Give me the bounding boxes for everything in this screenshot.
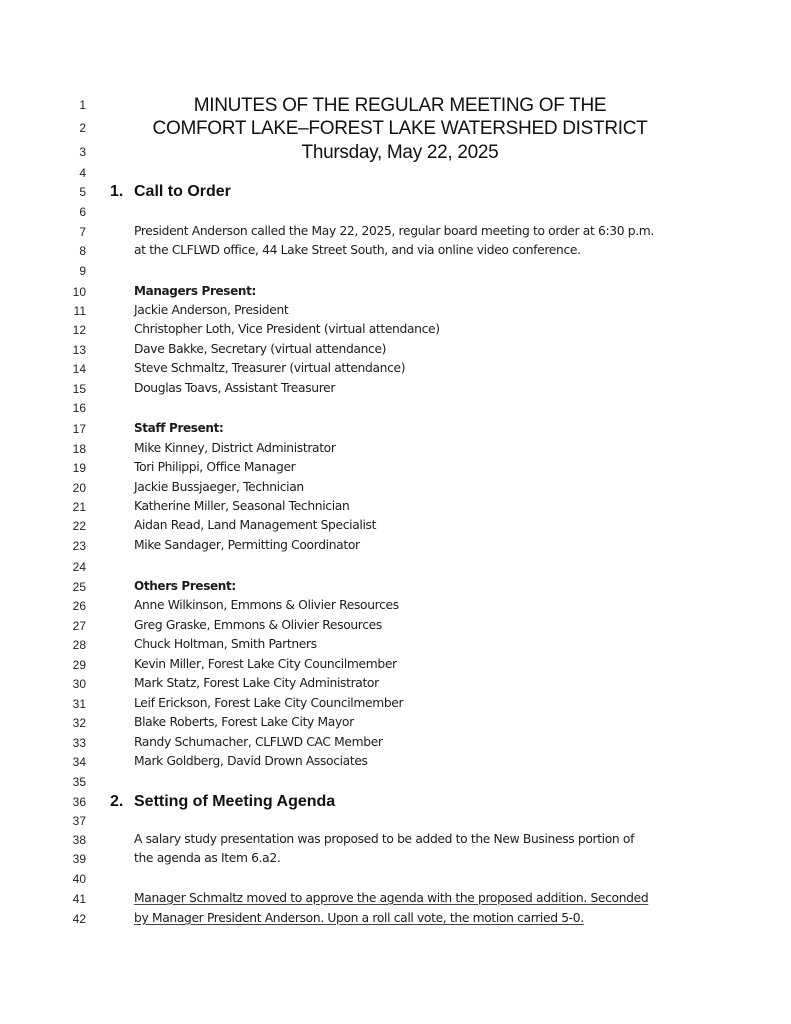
line-number: 16 <box>72 401 86 415</box>
line-number: 4 <box>79 166 86 180</box>
line-number: 35 <box>72 775 86 789</box>
line-number: 9 <box>79 264 86 278</box>
line-number: 12 <box>72 323 86 337</box>
line-number: 24 <box>72 560 86 574</box>
attendee: Dave Bakke, Secretary (virtual attendance) <box>134 342 387 356</box>
attendee: Aidan Read, Land Management Specialist <box>134 518 377 532</box>
line-number: 3 <box>79 145 86 159</box>
attendee: Mike Kinney, District Administrator <box>134 441 336 455</box>
title-line: COMFORT LAKE–FOREST LAKE WATERSHED DISTRICT <box>152 118 648 139</box>
attendee: Blake Roberts, Forest Lake City Mayor <box>134 715 354 729</box>
line-number: 19 <box>72 461 86 475</box>
line-number: 21 <box>72 500 86 514</box>
line-number: 26 <box>72 599 86 613</box>
attendee: Leif Erickson, Forest Lake City Councilmember <box>134 696 404 710</box>
others-present-label: Others Present: <box>134 579 236 593</box>
section-title: Setting of Meeting Agenda <box>134 793 336 810</box>
title-line: MINUTES OF THE REGULAR MEETING OF THE <box>193 95 607 116</box>
paragraph-line: A salary study presentation was proposed to be added to the New Business portion of <box>134 832 635 846</box>
line-number: 13 <box>72 343 86 357</box>
motion-line: by Manager President Anderson. Upon a roll call vote, the motion carried 5-0. <box>134 911 584 925</box>
line-number: 27 <box>72 619 86 633</box>
line-number: 39 <box>72 852 86 866</box>
line-number: 7 <box>79 225 86 239</box>
attendee: Jackie Anderson, President <box>134 303 289 317</box>
attendee: Christopher Loth, Vice President (virtual attendance) <box>134 322 440 336</box>
line-number: 22 <box>72 519 86 533</box>
section-title: Call to Order <box>134 183 231 200</box>
title-date: Thursday, May 22, 2025 <box>301 142 499 163</box>
section-heading <box>110 183 231 201</box>
line-number: 32 <box>72 716 86 730</box>
attendee: Randy Schumacher, CLFLWD CAC Member <box>134 735 383 749</box>
section-number: 1. <box>110 183 124 200</box>
managers-present-label: Managers Present: <box>134 284 256 298</box>
line-number: 5 <box>79 185 86 199</box>
line-number: 41 <box>72 892 86 906</box>
attendee: Steve Schmaltz, Treasurer (virtual attendance) <box>134 361 406 375</box>
paragraph-line: the agenda as Item 6.a2. <box>134 851 281 865</box>
line-number: 42 <box>72 912 86 926</box>
line-number: 36 <box>72 795 86 809</box>
line-number: 37 <box>72 814 86 828</box>
line-number: 33 <box>72 736 86 750</box>
attendee: Douglas Toavs, Assistant Treasurer <box>134 381 336 395</box>
section-number: 2. <box>110 793 124 810</box>
paragraph-line: President Anderson called the May 22, 2025, regular board meeting to order at 6:30 p.m. <box>134 224 654 238</box>
line-number: 23 <box>72 539 86 553</box>
section-heading <box>110 793 335 811</box>
staff-present-label: Staff Present: <box>134 421 224 435</box>
attendee: Mark Goldberg, David Drown Associates <box>134 754 368 768</box>
line-number: 6 <box>79 205 86 219</box>
line-number: 10 <box>72 285 86 299</box>
attendee: Anne Wilkinson, Emmons & Olivier Resources <box>134 598 399 612</box>
line-number: 29 <box>72 658 86 672</box>
line-number: 34 <box>72 755 86 769</box>
attendee: Mike Sandager, Permitting Coordinator <box>134 538 360 552</box>
attendee: Kevin Miller, Forest Lake City Councilmember <box>134 657 397 671</box>
line-number: 14 <box>72 362 86 376</box>
line-number: 18 <box>72 442 86 456</box>
attendee: Katherine Miller, Seasonal Technician <box>134 499 350 513</box>
line-number: 1 <box>79 98 86 112</box>
line-number: 11 <box>73 304 86 318</box>
line-number: 30 <box>72 677 86 691</box>
attendee: Jackie Bussjaeger, Technician <box>134 480 304 494</box>
attendee: Tori Philippi, Office Manager <box>134 460 296 474</box>
attendee: Mark Statz, Forest Lake City Administrator <box>134 676 379 690</box>
line-number: 17 <box>72 422 86 436</box>
line-number: 25 <box>72 580 86 594</box>
line-number: 8 <box>79 244 86 258</box>
line-number: 31 <box>72 697 86 711</box>
line-number: 38 <box>72 833 86 847</box>
attendee: Greg Graske, Emmons & Olivier Resources <box>134 618 382 632</box>
line-number: 15 <box>72 382 86 396</box>
paragraph-line: at the CLFLWD office, 44 Lake Street South, and via online video conference. <box>134 243 581 257</box>
line-number: 28 <box>72 638 86 652</box>
attendee: Chuck Holtman, Smith Partners <box>134 637 317 651</box>
line-number: 40 <box>72 872 86 886</box>
line-number: 2 <box>79 121 86 135</box>
line-number: 20 <box>72 481 86 495</box>
motion-line: Manager Schmaltz moved to approve the agenda with the proposed addition. Seconded <box>134 891 649 905</box>
